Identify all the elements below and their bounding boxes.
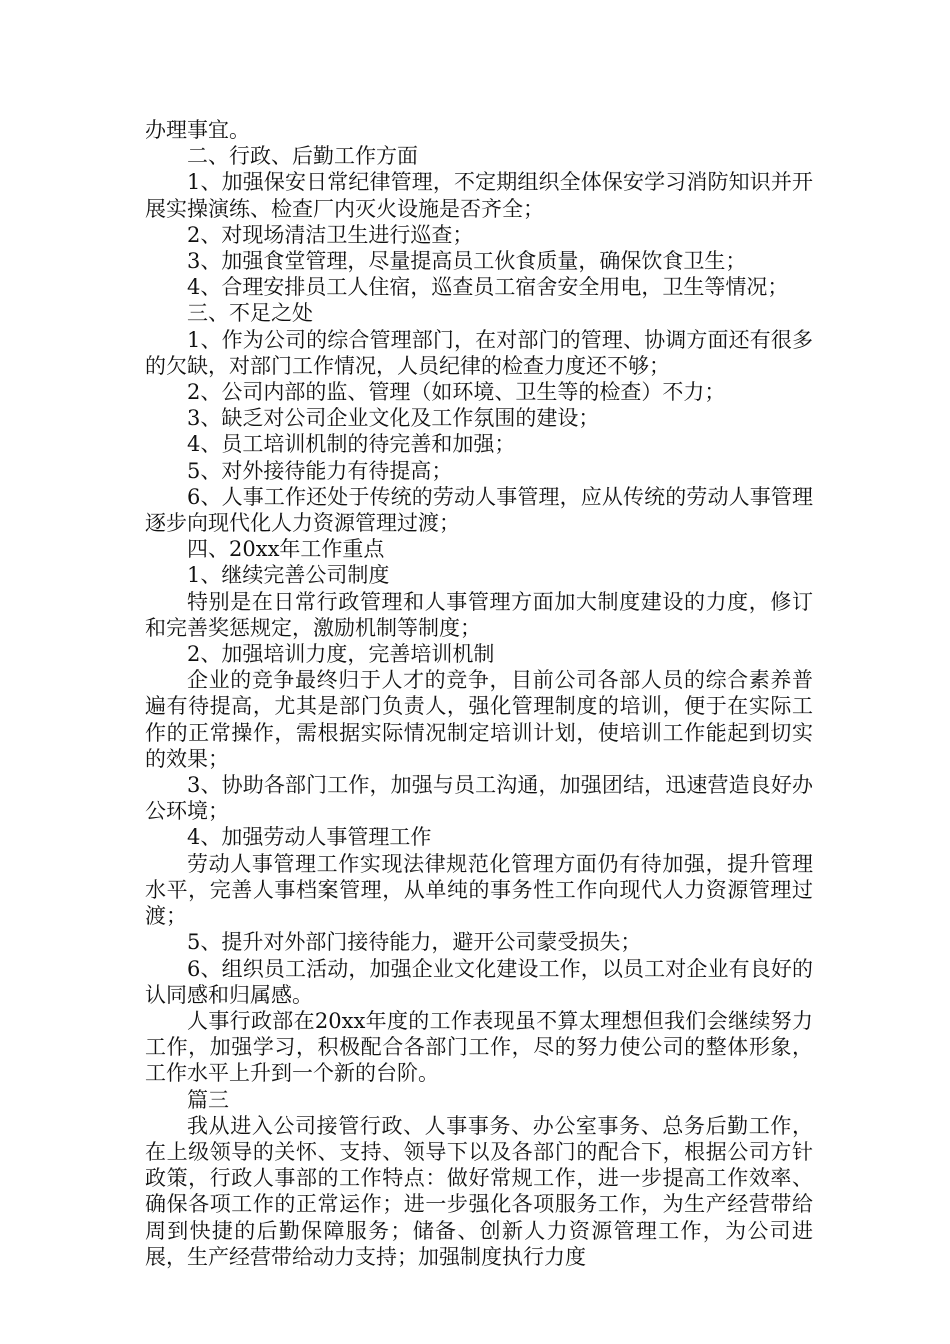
paragraph: 办理事宜。 — [145, 118, 250, 142]
subheading: 1、继续完善公司制度 — [187, 563, 390, 588]
paragraph: 人事行政部在20xx年度的工作表现虽不算太理想但我们会继续努力工作，加强学习，积极配合各部门工作，尽的努力使公司的整体形象，工作水平上升到一个新的台阶。 — [145, 1008, 813, 1086]
list-item: 5、对外接待能力有待提高； — [187, 458, 453, 483]
list-item: 2、对现场清洁卫生进行巡查； — [187, 222, 474, 247]
list-item: 4、合理安排员工人住宿，巡查员工宿舍安全用电，卫生等情况； — [187, 275, 789, 300]
subheading: 4、加强劳动人事管理工作 — [187, 825, 432, 850]
list-item: 2、公司内部的监、管理（如环境、卫生等的检查）不力； — [187, 380, 726, 405]
subheading: 6、组织员工活动，加强企业文化建设工作，以员工对企业有良好的认同感和归属感。 — [145, 956, 813, 1007]
list-item: 4、员工培训机制的待完善和加强； — [187, 432, 516, 457]
paragraph: 企业的竞争最终归于人才的竞争，目前公司各部人员的综合素养普遍有待提高，尤其是部门负责人，强化管理制度的培训，便于在实际工作的正常操作，需根据实际情况制定培训计划，使培训工作能起到切实的效果； — [145, 668, 813, 771]
document-body — [145, 117, 813, 1270]
list-item: 6、人事工作还处于传统的劳动人事管理，应从传统的劳动人事管理逐步向现代化人力资源管理过渡； — [145, 484, 813, 536]
list-item: 1、作为公司的综合管理部门，在对部门的管理、协调方面还有很多的欠缺，对部门工作情况，人员纪律的检查力度还不够； — [145, 327, 813, 378]
subheading: 2、加强培训力度，完善培训机制 — [187, 642, 495, 667]
section-heading: 二、行政、后勤工作方面 — [187, 144, 418, 169]
paragraph: 特别是在日常行政管理和人事管理方面加大制度建设的力度，修订和完善奖惩规定，激励机制等制度； — [145, 589, 813, 640]
list-item: 3、加强食堂管理，尽量提高员工伙食质量，确保饮食卫生； — [187, 249, 747, 274]
section-heading: 篇三 — [187, 1087, 229, 1112]
section-heading: 四、20xx年工作重点 — [187, 537, 385, 562]
paragraph: 我从进入公司接管行政、人事事务、办公室事务、总务后勤工作，在上级领导的关怀、支持、领导下以及各部门的配合下，根据公司方针政策，行政人事部的工作特点：做好常规工作，进一步提高工作效率、确保各项工作的正常运作；进一步强化各项服务工作，为生产经营带给周到快捷的后勤保障服务；储备、创新人力资源管理工作，为公司进展，生产经营带给动力支持；加强制度执行力度 — [145, 1113, 813, 1269]
subheading: 5、提升对外部门接待能力，避开公司蒙受损失； — [187, 930, 642, 955]
list-item: 1、加强保安日常纪律管理，不定期组织全体保安学习消防知识并开展实操演练、检查厂内灭火设施是否齐全； — [145, 170, 813, 221]
subheading: 3、协助各部门工作，加强与员工沟通，加强团结，迅速营造良好办公环境； — [145, 773, 813, 824]
paragraph: 劳动人事管理工作实现法律规范化管理方面仍有待加强，提升管理水平，完善人事档案管理，从单纯的事务性工作向现代人力资源管理过渡； — [145, 851, 813, 929]
section-heading: 三、不足之处 — [187, 301, 313, 326]
list-item: 3、缺乏对公司企业文化及工作氛围的建设； — [187, 406, 600, 431]
